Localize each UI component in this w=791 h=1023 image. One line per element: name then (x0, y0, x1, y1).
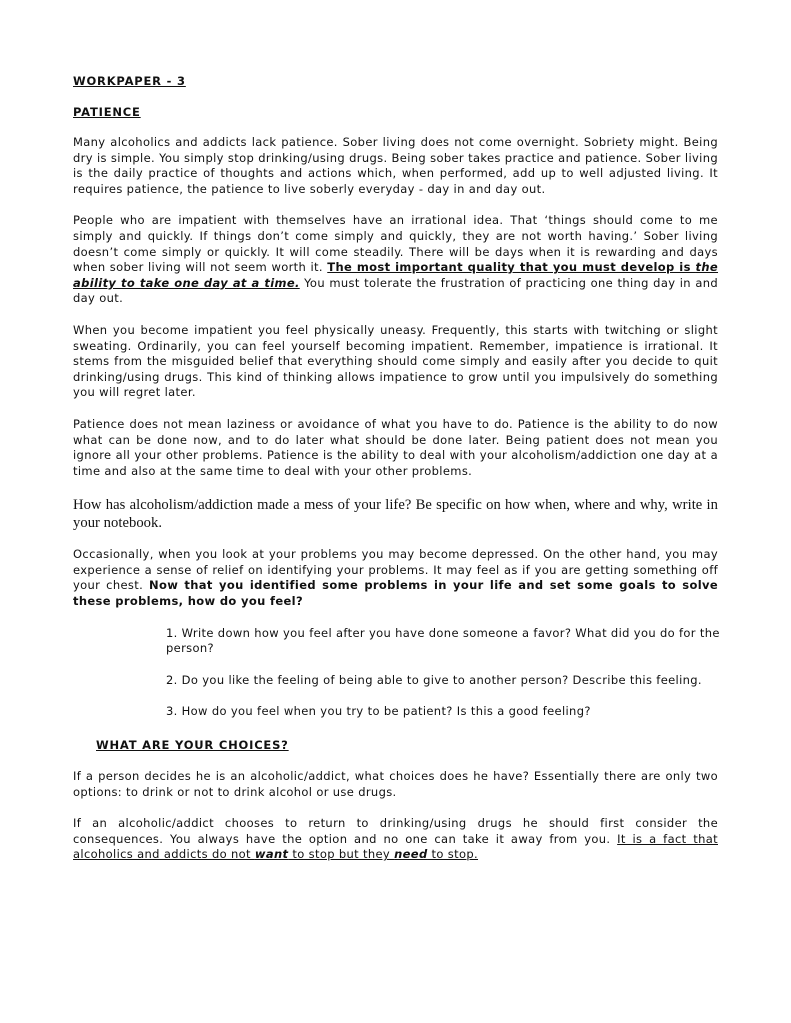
paragraph-7-need: need (394, 847, 428, 862)
paragraph-7-fact-c: to stop. (427, 847, 479, 862)
document-page (73, 74, 718, 863)
question-2: 2. Do you like the feeling of being able to give to another person? Describe this feeling. (166, 672, 702, 687)
question-3: 3. How do you feel when you try to be patient? Is this a good feeling? (166, 704, 591, 719)
paragraph-7-fact-a: It is a fact that alcoholics and addicts do not (73, 831, 718, 862)
paragraph-7-fact-b: to stop but they (288, 847, 395, 862)
paragraph-2-one-day-at-a-time: the ability to take one day at a time. (73, 260, 719, 290)
paragraph-2-intro: People who are impatient with themselves have an irrational idea. That ‘things should come to me simply and quickly. If things don’t come simply and quickly, they are not worth having.’ Sober living doesn’t come simply or quickly. It will come steadily. There will be days when it is rewarding and days when sober living will not seem worth it. (73, 213, 718, 275)
paragraph-5-intro: Occasionally, when you look at your problems you may become depressed. On the other hand, you may experience a sense of relief on identifying your problems. It may feel as if you are getting something off your chest. (73, 547, 718, 593)
paragraph-1: Many alcoholics and addicts lack patience. Sober living does not come overnight. Sobriety might. Being dry is simple. You simply stop drinking/using drugs. Being sober takes practice and patience. Sober living is the daily practice of thoughts and actions which, when performed, add up to well adjusted living. It requires patience, the patience to live soberly everyday - day in and day out. (73, 135, 718, 196)
paragraph-7 (73, 816, 718, 863)
question-1: 1. Write down how you feel after you have done someone a favor? What did you do for the person? (166, 625, 720, 656)
paragraph-2 (73, 213, 718, 307)
notebook-question: How has alcoholism/addiction made a mess of your life? Be specific on how when, where and why, write in your notebook. (73, 497, 718, 532)
section-heading-patience: PATIENCE (73, 105, 141, 119)
paragraph-7-want: want (254, 847, 289, 862)
paragraph-2-outro: You must tolerate the frustration of practicing one thing day in and day out. (73, 275, 719, 306)
document-title: WORKPAPER - 3 (73, 74, 186, 88)
section-heading-choices: WHAT ARE YOUR CHOICES? (96, 738, 289, 753)
paragraph-3: When you become impatient you feel physically uneasy. Frequently, this starts with twitching or slight sweating. Ordinarily, you can feel yourself becoming impatient. Remember, impatience is irrational. It stems from the misguided belief that everything should come simply and easily after you decide to quit drinking/using drugs. This kind of thinking allows impatience to grow until you impulsively do something you will regret later. (73, 322, 718, 400)
paragraph-4: Patience does not mean laziness or avoidance of what you have to do. Patience is the ability to do now what can be done now, and to do later what should be done later. Being patient does not mean you ignore all your other problems. Patience is the ability to deal with your alcoholism/addiction one day at a time and also at the same time to deal with your other problems. (73, 416, 718, 478)
paragraph-6: If a person decides he is an alcoholic/addict, what choices does he have? Essentially there are only two options: to drink or not to drink alcohol or use drugs. (73, 769, 718, 799)
paragraph-2-key-quality: The most important quality that you must develop is (327, 260, 696, 275)
paragraph-5-question: Now that you identified some problems in your life and set some goals to solve these problems, how do you feel? (73, 578, 719, 609)
paragraph-5 (73, 547, 718, 609)
paragraph-7-intro: If an alcoholic/addict chooses to return to drinking/using drugs he should first consider the consequences. You always have the option and no one can take it away from you. (73, 816, 718, 846)
